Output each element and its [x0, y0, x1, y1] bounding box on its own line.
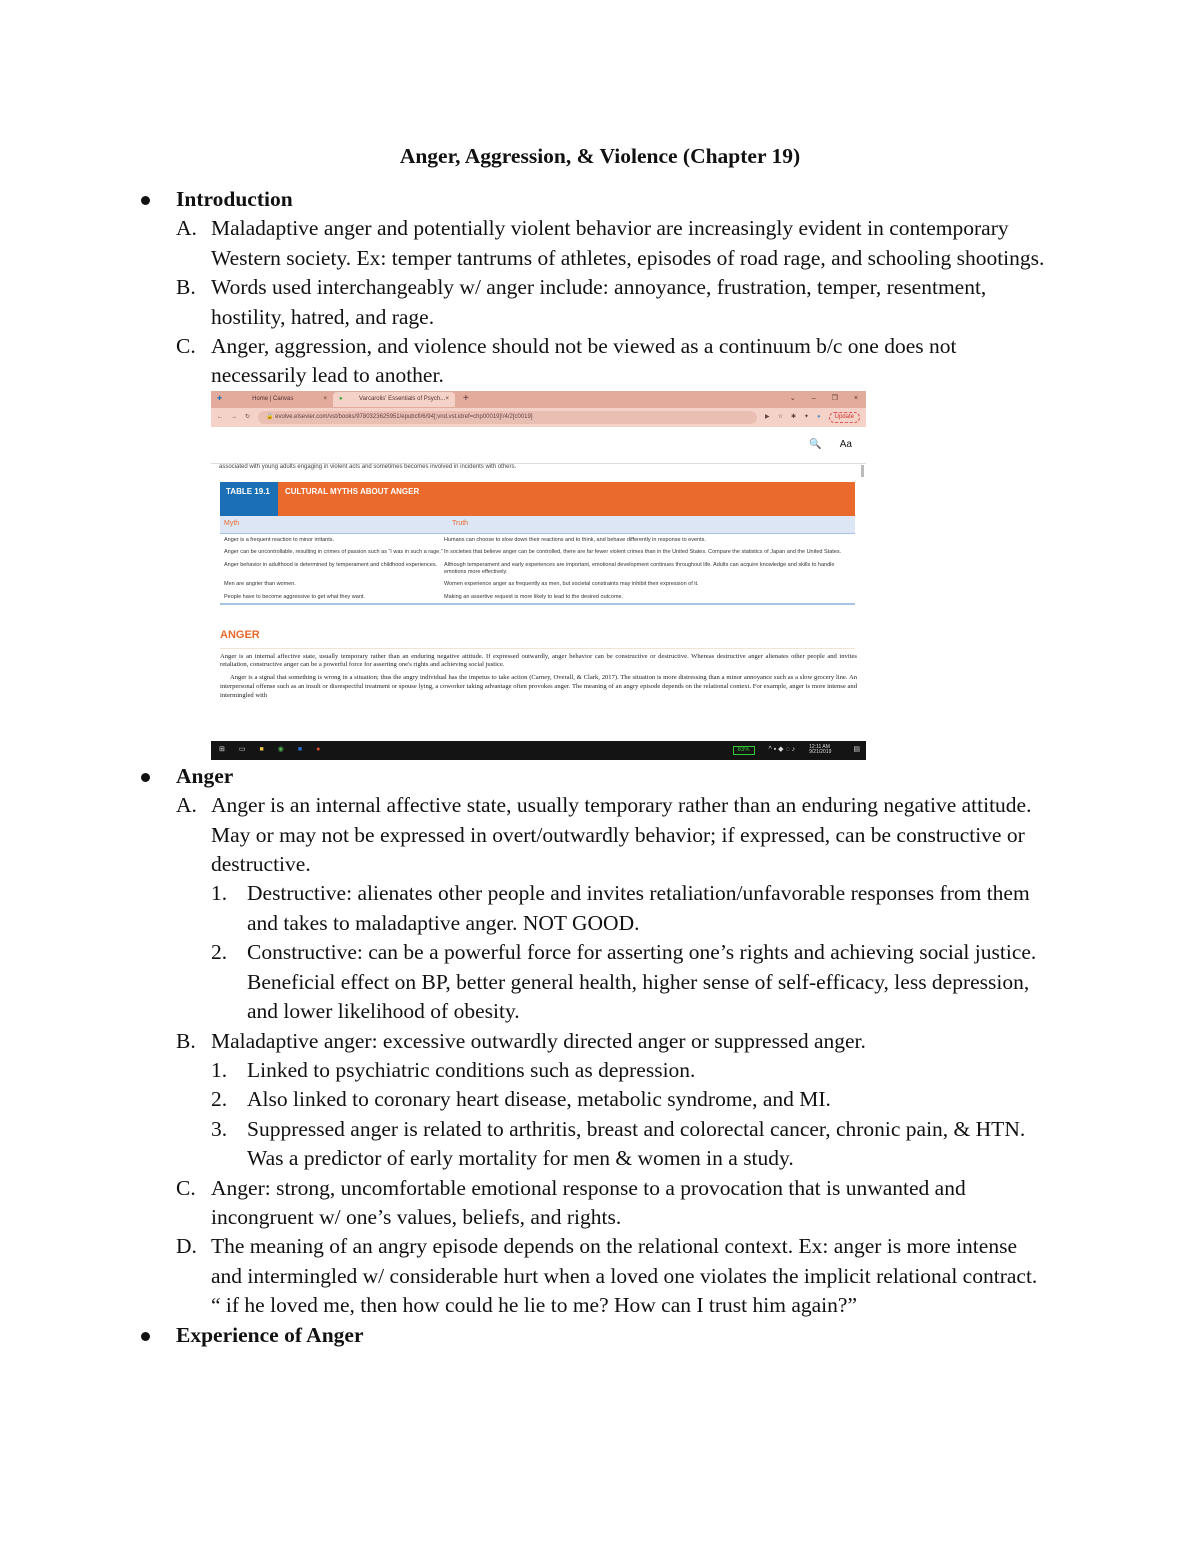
book-section-heading: ANGER — [220, 629, 855, 648]
search-icon: 🔍 — [809, 438, 822, 450]
address-bar — [211, 408, 866, 427]
profile-icon: ● — [817, 413, 821, 420]
browser-tab-bar — [211, 391, 866, 408]
embedded-browser-screenshot — [211, 391, 866, 760]
clock — [809, 745, 839, 756]
list-marker: 2. — [211, 1087, 228, 1112]
truth-cell: Humans can choose to slow down their reactions and to think, and behave differently in response to events. — [444, 536, 706, 543]
page-title: Anger, Aggression, & Violence (Chapter 19) — [399, 144, 801, 168]
cut-off-text: associated with young adults engaging in violent acts and sometimes becomes involved in incidents with others. — [219, 463, 517, 470]
star-icon: ☆ — [777, 413, 783, 420]
list-marker: 1. — [211, 881, 228, 906]
tab-label: Varcarolis' Essentials of Psych... — [359, 395, 446, 402]
list-item-text: The meaning of an angry episode depends on the relational context. Ex: anger is more intense and intermingled w/ considerable hurt when a loved one violates the implicit relational contract. “ if he loved me, then how could he lie to me? How can I trust him again?” — [211, 1234, 1038, 1318]
table-row — [220, 578, 855, 591]
bullet-icon — [141, 1332, 150, 1341]
myth-cell: Anger is a frequent reaction to minor irritants. — [224, 536, 335, 543]
truth-cell: Making an assertive request is more likely to lead to the desired outcome. — [444, 593, 624, 600]
list-item — [0, 273, 1051, 332]
list-item — [0, 1174, 1051, 1233]
share-icon: ▶ — [764, 413, 770, 420]
book-paragraph: Anger is a signal that something is wrong in a situation; thus the angry individual has the impetus to take action (Carney, Overall, & Clark, 2017). The situation is more distressing than a minor annoyance such as a slow grocery line. An interpersonal offense such as an insult or disrespectful treatment or spouse lying, a coworker taking advantage often provokes anger. The meaning of an angry episode depends on the relational context. For example, anger is more intense and intermingled with — [220, 674, 857, 700]
table-number: TABLE 19.1 — [220, 482, 278, 516]
bullet-icon — [141, 773, 150, 782]
section-heading-anger — [0, 762, 1200, 791]
list-item-text: Destructive: alienates other people and invites retaliation/unfavorable responses from them and takes to maladaptive anger. NOT GOOD. — [247, 881, 1030, 935]
list-marker: 2. — [211, 940, 228, 965]
list-item-text: Anger: strong, uncomfortable emotional response to a provocation that is unwanted and incongruent w/ one’s values, beliefs, and rights. — [211, 1175, 966, 1229]
task-view-icon: ▭ — [238, 746, 246, 754]
table-row — [220, 591, 855, 606]
section-heading-text: Experience of Anger — [176, 1322, 364, 1347]
list-marker: 1. — [211, 1057, 228, 1082]
book-paragraph: Anger is an internal affective state, usually temporary rather than an enduring negative attitude. If expressed outwardly, anger behavior can be constructive or destructive. Whereas destructive anger alienates other people and invites retaliation, constructive anger can be a powerful force for asserting one's rights and achieving social justice. — [220, 652, 857, 669]
back-icon: ← — [217, 413, 223, 420]
section-heading-text: Introduction — [176, 187, 293, 211]
column-header-myth: Myth — [224, 520, 240, 528]
bullet-icon — [141, 196, 150, 205]
list-item-text: Constructive: can be a powerful force for asserting one’s rights and achieving social justice. Beneficial effect on BP, better general health, higher sense of self-efficacy, less depression, and lower likelihood of obesity. — [247, 940, 1037, 1024]
forward-icon: → — [231, 413, 237, 420]
myths-table — [220, 482, 855, 606]
battery-indicator: 83% — [733, 746, 755, 755]
list-marker: B. — [176, 1028, 196, 1053]
canvas-icon: ✚ — [217, 395, 223, 402]
table-row — [220, 559, 855, 578]
table-row — [220, 546, 855, 559]
file-explorer-icon: ■ — [259, 746, 264, 754]
truth-cell: Although temperament and early experiences are important, emotional development continues throughout life. Adults can acquire knowledge and skills to handle emotions more effectively. — [444, 562, 835, 575]
windows-taskbar — [211, 741, 866, 760]
extension-icon: ✱ — [790, 413, 796, 420]
windows-start-icon: ⊞ — [219, 746, 225, 754]
myth-cell: Men are angrier than women. — [224, 581, 296, 588]
myth-cell: Anger can be uncontrollable, resulting in crimes of passion such as “I was in such a rage.” — [224, 549, 443, 556]
sub-list-item — [0, 1115, 1052, 1174]
site-icon: ● — [339, 395, 343, 402]
truth-cell: Women experience anger as frequently as men, but societal constraints may inhibit their expression of it. — [444, 581, 699, 588]
list-item-text: Maladaptive anger: excessive outwardly directed anger or suppressed anger. — [211, 1028, 866, 1053]
list-marker: A. — [176, 216, 197, 241]
list-item-text: Anger is an internal affective state, usually temporary rather than an enduring negative attitude. May or may not be expressed in overt/outwardly behavior; if expressed, can be constructive or destructive. — [211, 793, 1032, 877]
list-item-text: Words used interchangeably w/ anger include: annoyance, frustration, temper, resentment, hostility, hatred, and rage. — [211, 275, 987, 329]
close-icon: × — [445, 395, 449, 402]
sub-list-item — [0, 1056, 1052, 1085]
lock-icon: 🔒 — [266, 413, 276, 420]
table-title: CULTURAL MYTHS ABOUT ANGER — [278, 482, 855, 516]
browser-tab-active — [333, 392, 455, 407]
reader-toolbar — [211, 427, 866, 464]
myth-cell: People have to become aggressive to get what they want. — [224, 593, 365, 600]
list-item-text: Maladaptive anger and potentially violent behavior are increasingly evident in contemporary Western society. Ex: temper tantrums of athletes, episodes of road rage, and schooling shootings. — [211, 216, 1045, 270]
section-heading-introduction — [0, 185, 1200, 214]
word-icon: ■ — [297, 746, 303, 754]
list-item-text: Anger, aggression, and violence should not be viewed as a continuum b/c one does not necessarily lead to another. — [211, 334, 957, 388]
url-text: evolve.elsevier.com/vst/books/9780323625951/epubcfi/6/94[;vnd.vst.idref=chp00019]!/4/2[c0019] — [275, 413, 533, 420]
tab-label: Home | Canvas — [252, 395, 294, 402]
section-heading-experience-of-anger — [0, 1321, 1200, 1350]
puzzle-icon: ✦ — [803, 413, 810, 420]
document-body — [0, 185, 1200, 1350]
chrome-icon: ◉ — [277, 746, 284, 754]
myth-cell: Anger behavior in adulthood is determined by temperament and childhood experiences. — [224, 562, 438, 569]
restore-icon: ❐ — [831, 395, 838, 403]
list-item-text: Also linked to coronary heart disease, metabolic syndrome, and MI. — [247, 1087, 831, 1112]
tray-icons: ^ ▪ ◆ ◌ ♪ — [768, 746, 796, 754]
clock-date: 9/21/2019 — [809, 749, 832, 756]
list-item-text: Linked to psychiatric conditions such as depression. — [247, 1057, 696, 1082]
chevron-down-icon: ⌄ — [789, 395, 796, 403]
minimize-icon: – — [811, 395, 816, 403]
sub-list-item — [0, 1085, 1052, 1114]
list-marker: C. — [176, 1175, 196, 1200]
list-marker: A. — [176, 793, 197, 818]
powerpoint-icon: ● — [316, 746, 321, 754]
close-window-icon: × — [853, 395, 858, 403]
list-marker: 3. — [211, 1116, 228, 1141]
list-marker: C. — [176, 334, 196, 359]
url-field — [258, 411, 757, 424]
truth-cell: In societies that believe anger can be controlled, there are far fewer violent crimes than in the United States. Compare the statistics of Japan and the United States. — [444, 549, 842, 556]
list-item-text: Suppressed anger is related to arthritis, breast and colorectal cancer, chronic pain, & HTN. Was a predictor of early mortality for men & women in a study. — [247, 1116, 1026, 1171]
list-item — [0, 332, 1051, 391]
new-tab-icon: + — [463, 393, 469, 405]
clock-time: 12:11 AM — [809, 743, 830, 750]
sub-list-item — [0, 938, 1052, 1026]
close-icon: × — [323, 395, 327, 402]
list-item — [0, 214, 1051, 273]
table-row — [220, 534, 855, 547]
reload-icon: ↻ — [245, 413, 251, 420]
column-header-truth: Truth — [452, 520, 469, 528]
sub-list-item — [0, 879, 1052, 938]
scrollbar — [861, 465, 864, 477]
font-settings-icon: Aa — [839, 438, 852, 450]
list-marker: D. — [176, 1234, 197, 1259]
update-button: Update — [829, 412, 860, 423]
list-item — [0, 1232, 1051, 1320]
list-marker: B. — [176, 275, 196, 300]
notification-icon: ▤ — [853, 746, 860, 754]
section-heading-text: Anger — [176, 763, 234, 788]
browser-tab — [211, 392, 333, 407]
list-item — [0, 791, 1051, 879]
list-item — [0, 1027, 1051, 1056]
